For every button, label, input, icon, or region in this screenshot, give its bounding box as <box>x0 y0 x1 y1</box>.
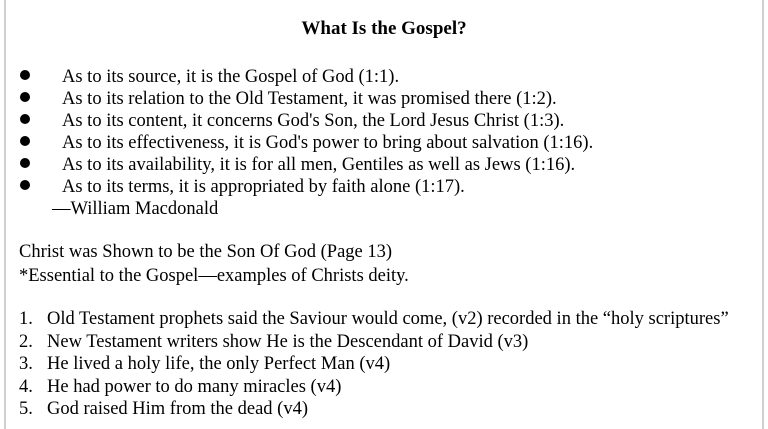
bullet-text: As to its relation to the Old Testament, it was promised there (1:2). <box>62 89 557 109</box>
bullet-item <box>0 154 593 176</box>
document-title: What Is the Gospel? <box>301 18 467 39</box>
paragraph-line: Christ was Shown to be the Son Of God (Page 13) <box>19 242 393 262</box>
bullet-text: As to its effectiveness, it is God's power to bring about salvation (1:16). <box>62 133 594 153</box>
paragraph <box>19 240 409 288</box>
attribution: —William Macdonald <box>52 199 219 219</box>
paragraph-line: *Essential to the Gospel—examples of Christs deity. <box>19 266 409 286</box>
bullet-item <box>0 88 593 110</box>
bullet-item <box>0 66 593 88</box>
bullet-dot-icon <box>20 70 30 80</box>
bullet-text: As to its source, it is the Gospel of God (1:1). <box>62 67 400 87</box>
item-text: God raised Him from the dead (v4) <box>47 399 308 419</box>
bullet-item <box>0 132 593 154</box>
bullet-dot-icon <box>20 114 30 124</box>
bullet-list <box>0 66 593 198</box>
item-number: 5. <box>19 399 33 419</box>
item-text: He had power to do many miracles (v4) <box>47 376 342 397</box>
item-number: 2. <box>19 331 33 352</box>
bullet-dot-icon <box>20 92 30 102</box>
item-text: Old Testament prophets said the Saviour would come, (v2) recorded in the “holy scriptures” <box>47 309 729 329</box>
item-number: 3. <box>19 354 33 374</box>
bullet-item <box>0 176 593 198</box>
item-text: He lived a holy life, the only Perfect Man (v4) <box>47 354 391 374</box>
item-text: New Testament writers show He is the Descendant of David (v3) <box>47 331 529 352</box>
bullet-text: As to its terms, it is appropriated by faith alone (1:17). <box>62 177 465 197</box>
item-number: 1. <box>19 309 33 329</box>
bullet-text: As to its content, it concerns God's Son, the Lord Jesus Christ (1:3). <box>62 111 565 131</box>
bullet-dot-icon <box>20 136 30 146</box>
item-number: 4. <box>19 376 33 397</box>
bullet-dot-icon <box>20 180 30 190</box>
bullet-text: As to its availability, it is for all men, Gentiles as well as Jews (1:16). <box>62 155 576 175</box>
bullet-item <box>0 110 593 132</box>
bullet-dot-icon <box>20 158 30 168</box>
